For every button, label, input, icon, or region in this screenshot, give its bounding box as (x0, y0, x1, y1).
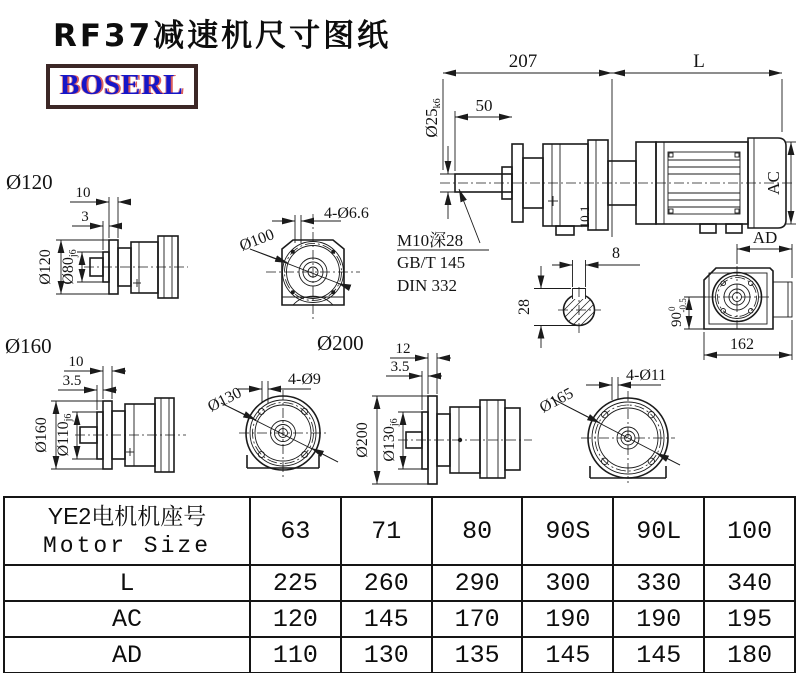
table-size-71: 71 (341, 497, 432, 565)
flange-100-circle-label: Ø100 (237, 226, 277, 255)
dim-L-label: L (693, 51, 705, 72)
table-cell: 300 (522, 565, 613, 601)
note-thread: M10深28 (397, 231, 464, 250)
table-row-L (4, 565, 795, 601)
key-height-label: 28 (516, 299, 533, 315)
boserl-logo-text: BOSERL (60, 69, 184, 101)
flange-200-outer-dia-label: Ø200 (354, 422, 371, 458)
flange-160-spigot-dia-label: Ø110j6 (55, 413, 74, 457)
flange-200-spigot-depth-label: 3.5 (390, 359, 410, 375)
keyway-section-view (516, 245, 640, 348)
table-cell: 290 (432, 565, 523, 601)
motor-rear-outline (704, 268, 773, 329)
motor-size-label-en: Motor Size (42, 533, 212, 559)
flange-120-spigot-dia-label: Ø80j6 (60, 249, 79, 285)
flange-160-view (5, 334, 186, 472)
table-cell: 145 (341, 601, 432, 637)
flange-130-view (205, 371, 338, 479)
row-label-AD: AD (4, 637, 250, 673)
table-cell: 120 (250, 601, 341, 637)
main-assembly-view (397, 51, 796, 295)
rear-width-label: 162 (730, 336, 754, 353)
flange-165-circle-label: Ø165 (536, 384, 577, 417)
table-cell: 225 (250, 565, 341, 601)
table-cell: 195 (704, 601, 795, 637)
row-label-L: L (4, 565, 250, 601)
table-cell: 260 (341, 565, 432, 601)
rear-height-label: $90^0-0.5$ (667, 298, 688, 327)
flange-120-view (6, 170, 188, 298)
table-cell: 145 (613, 637, 704, 673)
table-cell: 330 (613, 565, 704, 601)
dimension-table (3, 496, 796, 673)
dim-AD-label: AD (752, 228, 778, 247)
flange-130-circle-label: Ø130 (205, 384, 245, 416)
flange-160-outer-dia-label: Ø160 (33, 417, 50, 453)
page-title: RF37减速机尺寸图纸 (53, 18, 392, 54)
table-cell: 145 (522, 637, 613, 673)
flange-160-spigot-depth-label: 3.5 (62, 373, 82, 389)
table-cell: 110 (250, 637, 341, 673)
flange-100-view (237, 205, 369, 320)
table-cell: 135 (432, 637, 523, 673)
table-cell: 170 (432, 601, 523, 637)
table-cell: 190 (522, 601, 613, 637)
flange-120-thickness-label: 10 (75, 185, 91, 201)
flange-160-thickness-label: 10 (68, 354, 84, 370)
shaft-dia-label: Ø25k6 (422, 98, 443, 138)
table-cell: 190 (613, 601, 704, 637)
flange-165-holes-label: 4-Ø11 (626, 367, 667, 384)
table-header-motor-size (4, 497, 250, 565)
key-width-label: 8 (612, 245, 620, 262)
terminal-box (773, 282, 792, 317)
table-row-AD (4, 637, 795, 673)
flange-200-heading: Ø200 (317, 331, 364, 355)
row-label-AC: AC (4, 601, 250, 637)
dim-inner-label: 10.1 (577, 205, 592, 229)
table-cell: 180 (704, 637, 795, 673)
table-row-AC (4, 601, 795, 637)
dim-AC-label: AC (764, 171, 783, 195)
note-gb: GB/T 145 (397, 253, 466, 272)
dim-207-label: 207 (508, 51, 538, 72)
note-din: DIN 332 (397, 276, 457, 295)
table-size-90L: 90L (613, 497, 704, 565)
flange-200-spigot-dia-label: Ø130j6 (381, 418, 400, 462)
dim-50-label: 50 (475, 96, 493, 115)
flange-160-heading: Ø160 (5, 334, 52, 358)
flange-100-holes-label: 4-Ø6.6 (324, 205, 369, 222)
flange-120-spigot-depth-label: 3 (81, 209, 89, 225)
table-size-90S: 90S (522, 497, 613, 565)
table-header-row (4, 497, 795, 565)
flange-120-heading: Ø120 (6, 170, 53, 194)
flange-165-view (537, 367, 680, 483)
motor-rear-view (667, 228, 792, 360)
flange-200-view (317, 331, 532, 484)
table-size-63: 63 (250, 497, 341, 565)
flange-130-holes-label: 4-Ø9 (288, 371, 321, 388)
flange-120-outer-dia-label: Ø120 (37, 249, 54, 285)
table-cell: 130 (341, 637, 432, 673)
flange-200-thickness-label: 12 (395, 341, 411, 357)
motor-size-label-cn: YE2电机机座号 (47, 503, 207, 529)
table-size-100: 100 (704, 497, 795, 565)
table-size-80: 80 (432, 497, 523, 565)
table-cell: 340 (704, 565, 795, 601)
